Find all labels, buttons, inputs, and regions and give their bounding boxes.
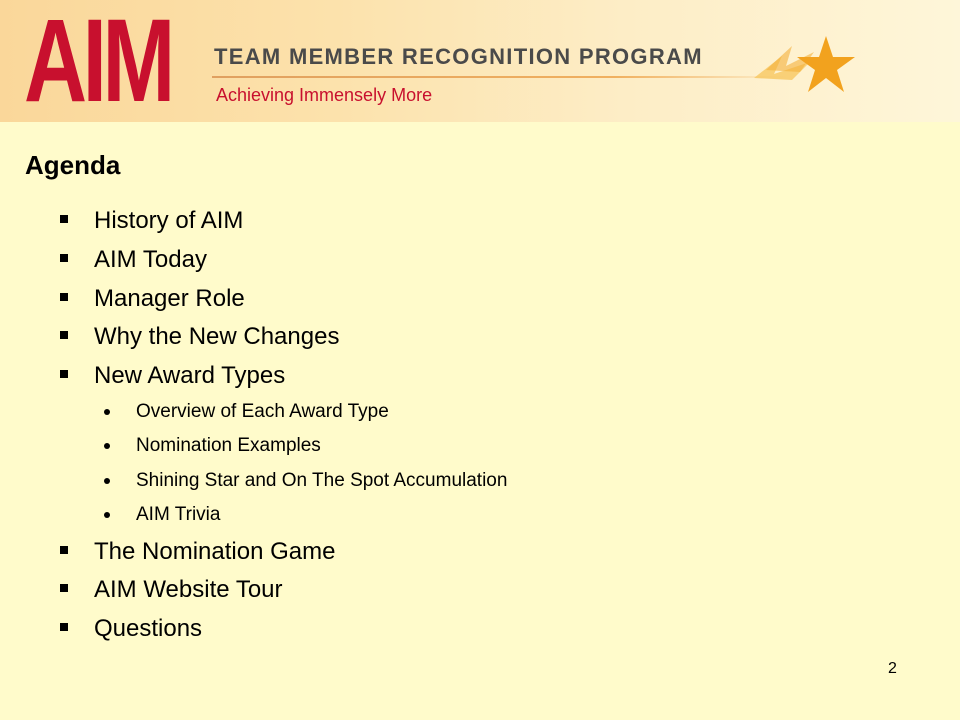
round-bullet-icon bbox=[104, 409, 110, 415]
banner-divider bbox=[212, 76, 787, 78]
round-bullet-icon bbox=[104, 512, 110, 518]
round-bullet-icon bbox=[104, 478, 110, 484]
agenda-item-label: The Nomination Game bbox=[94, 538, 336, 565]
square-bullet-icon bbox=[60, 215, 68, 223]
header-banner bbox=[0, 0, 960, 122]
tagline: Achieving Immensely More bbox=[216, 85, 433, 105]
agenda-item-label: New Award Types bbox=[94, 362, 286, 389]
round-bullet-icon bbox=[104, 443, 110, 449]
agenda-subitem-label: Shining Star and On The Spot Accumulation bbox=[136, 470, 508, 491]
square-bullet-icon bbox=[60, 623, 68, 631]
agenda-item-label: History of AIM bbox=[94, 207, 244, 234]
agenda-item-label: AIM Today bbox=[94, 246, 207, 273]
agenda-title: Agenda bbox=[25, 150, 121, 180]
square-bullet-icon bbox=[60, 254, 68, 262]
square-bullet-icon bbox=[60, 546, 68, 554]
aim-logo: AIM bbox=[24, 0, 171, 122]
square-bullet-icon bbox=[60, 370, 68, 378]
square-bullet-icon bbox=[60, 293, 68, 301]
agenda-item-label: Questions bbox=[94, 615, 203, 642]
agenda-subitem-label: AIM Trivia bbox=[136, 504, 221, 525]
page-number: 2 bbox=[888, 660, 897, 677]
agenda-subitem-label: Overview of Each Award Type bbox=[136, 401, 389, 422]
agenda-item-label: AIM Website Tour bbox=[94, 576, 283, 603]
agenda-item-label: Manager Role bbox=[94, 285, 245, 312]
agenda-item-label: Why the New Changes bbox=[94, 323, 340, 350]
agenda-subitem-label: Nomination Examples bbox=[136, 435, 321, 456]
star-icon bbox=[752, 26, 862, 106]
square-bullet-icon bbox=[60, 331, 68, 339]
square-bullet-icon bbox=[60, 584, 68, 592]
program-title: TEAM MEMBER RECOGNITION PROGRAM bbox=[214, 44, 703, 69]
